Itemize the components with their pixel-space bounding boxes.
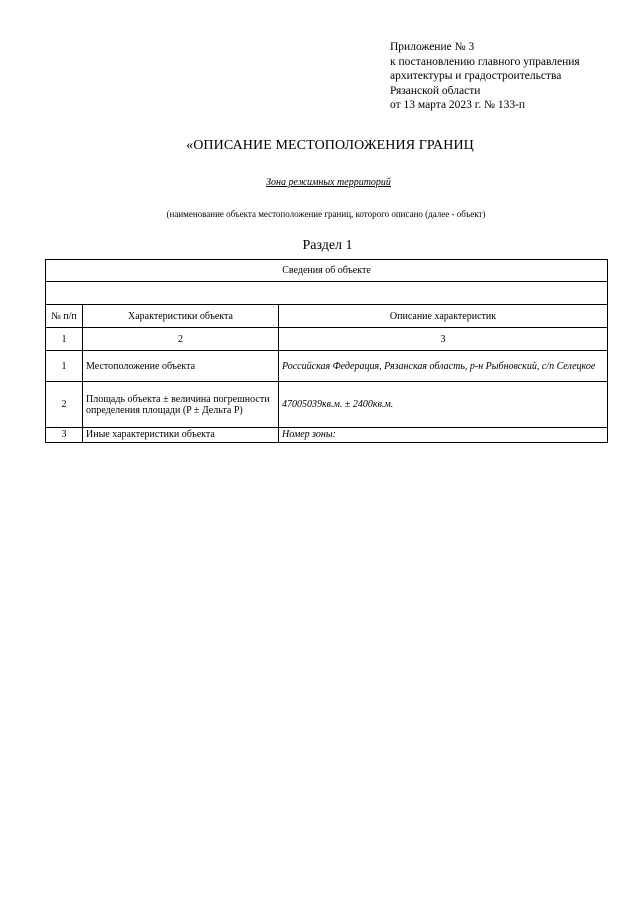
row-description: Номер зоны:	[279, 428, 608, 443]
appendix-line: Рязанской области	[390, 84, 481, 97]
empty-cell	[46, 282, 608, 305]
appendix-line: архитектуры и градостроительства	[390, 70, 562, 82]
column-header-description: Описание характеристик	[279, 305, 608, 328]
table-column-numbers-row	[46, 328, 608, 351]
table-header-row	[46, 305, 608, 328]
column-number: 3	[279, 328, 608, 351]
table-empty-row	[46, 282, 608, 305]
column-header-number: № п/п	[46, 305, 83, 328]
row-characteristic: Площадь объекта ± величина погрешности определения площади (P ± Дельта P)	[83, 382, 279, 428]
table-row	[46, 428, 608, 443]
section-title: Раздел 1	[302, 238, 353, 253]
appendix-line: Приложение № 3	[390, 41, 475, 53]
table-row	[46, 351, 608, 382]
zone-name: Зона режимных территорий	[266, 177, 391, 188]
zone-caption: (наименование объекта местоположение границ, которого описано (далее - объект)	[166, 209, 486, 219]
appendix-line: к постановлению главного управления	[390, 55, 580, 68]
row-description: Российская Федерация, Рязанская область, р-н Рыбновский, с/п Селецкое	[279, 351, 608, 382]
object-info-table	[45, 259, 608, 443]
column-number: 1	[46, 328, 83, 351]
column-number: 2	[83, 328, 279, 351]
column-header-characteristic: Характеристики объекта	[83, 305, 279, 328]
table-caption: Сведения об объекте	[46, 260, 608, 282]
row-number: 3	[46, 428, 83, 443]
row-characteristic: Местоположение объекта	[83, 351, 279, 382]
row-number: 1	[46, 351, 83, 382]
appendix-line: от 13 марта 2023 г. № 133-п	[390, 99, 526, 111]
table-row	[46, 382, 608, 428]
table-caption-row	[46, 260, 608, 282]
row-number: 2	[46, 382, 83, 428]
document-title: «ОПИСАНИЕ МЕСТОПОЛОЖЕНИЯ ГРАНИЦ	[186, 138, 474, 153]
row-characteristic: Иные характеристики объекта	[83, 428, 279, 443]
row-description: 47005039кв.м. ± 2400кв.м.	[279, 382, 608, 428]
appendix-block	[390, 40, 630, 113]
